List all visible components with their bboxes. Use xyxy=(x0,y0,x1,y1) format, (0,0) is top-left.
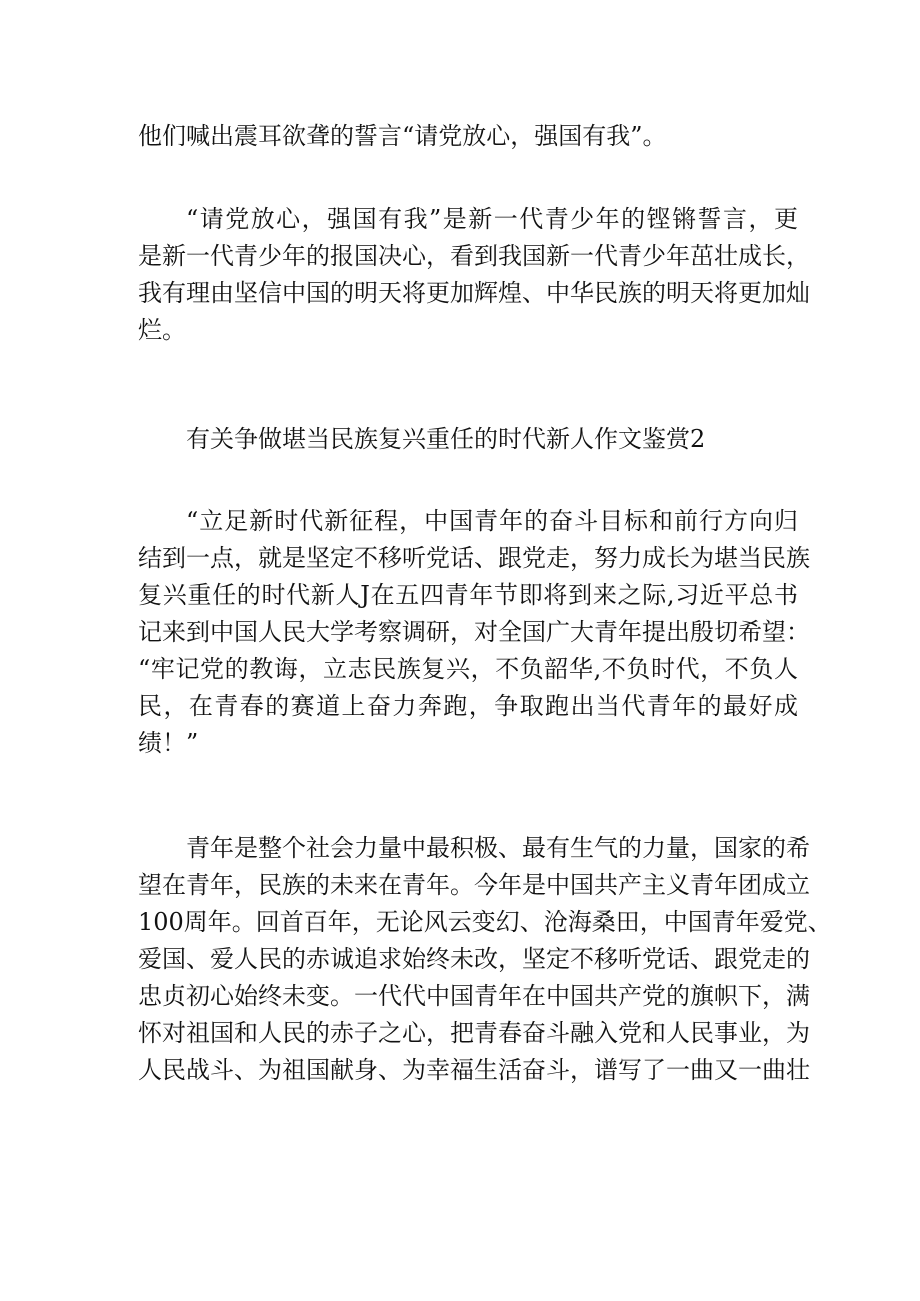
text-line: 烂。 xyxy=(138,316,186,344)
text-line: 青年是整个社会力量中最积极、最有生气的力量，国家的希 xyxy=(186,834,810,862)
text-line: 我有理由坚信中国的明天将更加辉煌、中华民族的明天将更加灿 xyxy=(138,279,810,307)
text-line: 100周年。回首百年，无论风云变幻、沧海桑田，中国青年爱党、 xyxy=(138,908,832,936)
text-line: “牢记党的教诲，立志民族复兴，不负韶华,不负时代，不负人 xyxy=(138,655,798,683)
paragraph-oath-line xyxy=(138,118,798,155)
text-line: “请党放心，强国有我”是新一代青少年的铿锵誓言，更 xyxy=(186,205,798,233)
heading-text: 有关争做堪当民族复兴重任的时代新人作文鉴赏2 xyxy=(186,425,706,453)
text-line: 望在青年，民族的未来在青年。今年是中国共产主义青年团成立 xyxy=(138,871,810,899)
text-line: 他们喊出震耳欲聋的誓言“请党放心，强国有我”。 xyxy=(138,122,667,150)
text-line: 怀对祖国和人民的赤子之心，把青春奋斗融入党和人民事业，为 xyxy=(138,1019,810,1047)
text-line: 爱国、爱人民的赤诚追求始终未改，坚定不移听党话、跟党走的 xyxy=(138,945,810,973)
text-line: 复兴重任的时代新人J在五四青年节即将到来之际,习近平总书 xyxy=(138,581,798,609)
text-line: 结到一点，就是坚定不移听党话、跟党走，努力成长为堪当民族 xyxy=(138,544,810,572)
section-heading xyxy=(138,421,798,458)
text-line: 记来到中国人民大学考察调研，对全国广大青年提出殷切希望： xyxy=(138,618,810,646)
text-line: 忠贞初心始终未变。一代代中国青年在中国共产党的旗帜下，满 xyxy=(138,982,810,1010)
text-line: “立足新时代新征程，中国青年的奋斗目标和前行方向归 xyxy=(186,507,798,535)
paragraph-quote xyxy=(138,503,810,762)
paragraph-oath-meaning xyxy=(138,201,810,349)
text-line: 民，在青春的赛道上奋力奔跑，争取跑出当代青年的最好成 xyxy=(138,692,798,720)
text-line: 人民战斗、为祖国献身、为幸福生活奋斗，谱写了一曲又一曲壮 xyxy=(138,1056,810,1084)
paragraph-youth xyxy=(138,830,832,1089)
text-line: 绩！” xyxy=(138,729,199,757)
text-line: 是新一代青少年的报国决心，看到我国新一代青少年茁壮成长， xyxy=(138,242,810,270)
